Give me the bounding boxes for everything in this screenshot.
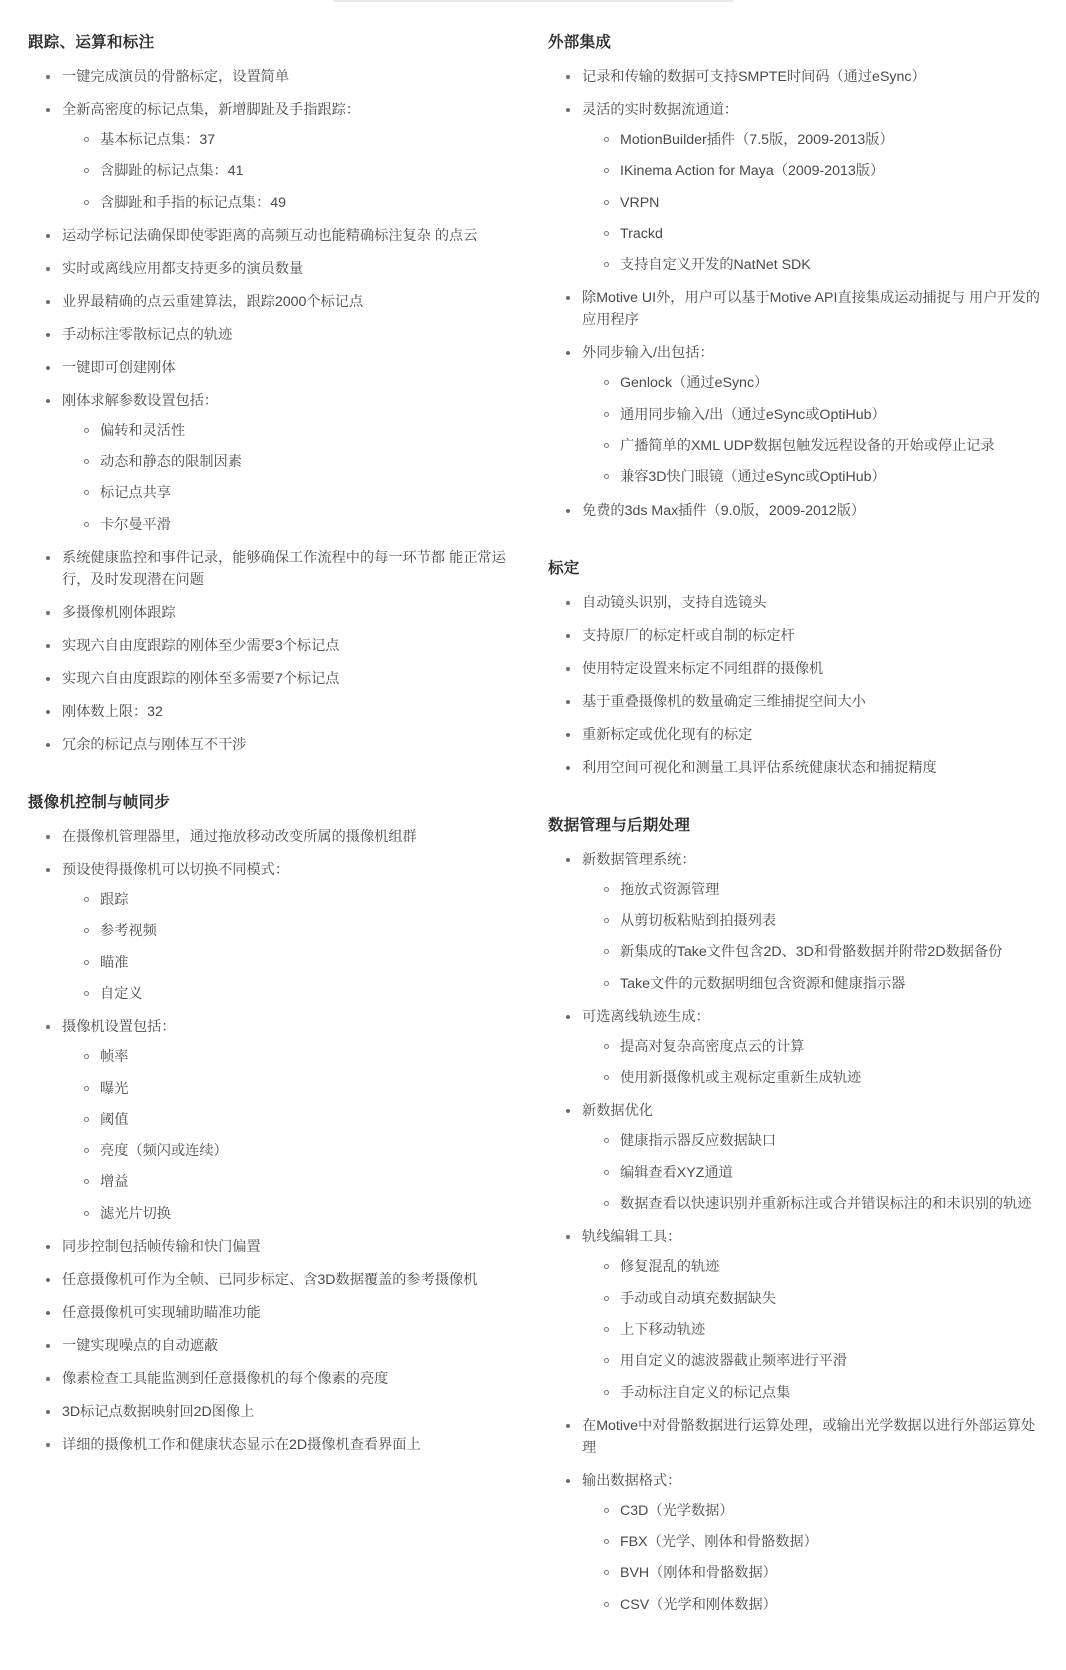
list-item [84,452,520,473]
list-item [604,1037,1040,1058]
list-item [604,1501,1040,1522]
list-item-text: BVH（刚体和骨骼数据） [620,1565,777,1582]
list-item-text: 支持自定义开发的NatNet SDK [620,257,811,274]
list-item-text: 亮度（频闪或连续） [100,1143,228,1160]
list-item [84,1141,520,1162]
list-item-text: 提高对复杂高密度点云的计算 [620,1038,805,1055]
list-item [84,1204,520,1225]
list-item-text: 卡尔曼平滑 [100,516,171,533]
list-item-text: 在Motive中对骨骼数据进行运算处理，或输出光学数据以进行外部运算处理 [582,1417,1036,1456]
list-item [566,66,1040,88]
list-item-text: 修复混乱的轨迹 [620,1259,720,1276]
list-item [604,224,1040,245]
list-item [604,436,1040,457]
list-item [604,1383,1040,1404]
list-item [46,99,520,214]
list-item [46,1434,520,1456]
list-item-text: 利用空间可视化和测量工具评估系统健康状态和捕捉精度 [582,759,937,776]
list-item [46,826,520,848]
list-item-text: 使用特定设置来标定不同组群的摄像机 [582,660,824,677]
list-item-text: 业界最精确的点云重建算法，跟踪2000个标记点 [62,293,364,310]
list-item [84,921,520,942]
list-item-text: 编辑查看XYZ通道 [620,1164,733,1181]
list-item [566,757,1040,779]
list-item-text: 刚体数上限：32 [62,704,163,721]
list-item [604,1289,1040,1310]
list-item-text: 阈值 [100,1111,129,1128]
section-heading: 跟踪、运算和标注 [28,34,155,51]
top-divider [333,0,733,2]
list-item [604,1320,1040,1341]
section-heading: 摄像机控制与帧同步 [28,794,171,812]
feature-list [28,66,520,756]
section-heading: 数据管理与后期处理 [548,816,691,834]
list-item-text: 摄像机设置包括： [62,1019,176,1036]
list-item [46,859,520,1005]
left-column [28,30,520,1490]
list-item [84,1047,520,1068]
list-item [46,1335,520,1357]
list-item [604,467,1040,488]
list-item [84,1110,520,1131]
list-item-text: FBX（光学、刚体和骨骼数据） [620,1534,818,1551]
list-item-text: 系统健康监控和事件记录，能够确保工作流程中的每一环节都 能正常运行，及时发现潜在问题 [62,550,506,589]
list-item-text: 上下移动轨迹 [620,1321,706,1338]
list-item-text: 灵活的实时数据流通道： [582,102,739,118]
list-item-text: 除Motive UI外，用户可以基于Motive API直接集成运动捕捉与 用户开发的应用程序 [582,290,1040,329]
list-item [604,1532,1040,1553]
list-item [604,1595,1040,1616]
list-item [84,421,520,442]
list-item [84,953,520,974]
list-item-text: 滤光片切换 [100,1205,171,1222]
list-item [46,602,520,624]
list-item [566,1100,1040,1215]
list-item-text: IKinema Action for Maya（2009-2013版） [620,163,885,180]
list-item-text: 多摄像机刚体跟踪 [62,605,176,622]
list-item [84,1079,520,1100]
list-item-text: 免费的3ds Max插件（9.0版，2009-2012版） [582,502,866,519]
list-item-text: MotionBuilder插件（7.5版，2009-2013版） [620,132,894,148]
list-item-text: 通用同步输入/出（通过eSync或OptiHub） [620,406,886,423]
list-item-text: 新数据优化 [582,1103,653,1120]
list-item [566,1470,1040,1616]
list-item [46,701,520,723]
list-item [604,1163,1040,1184]
feature-sublist [582,1501,1040,1616]
list-item-text: 数据查看以快速识别并重新标注或合并错误标注的和未识别的轨迹 [620,1196,1032,1213]
list-item-text: 支持原厂的标定杆或自制的标定杆 [582,627,795,644]
list-item [566,287,1040,331]
list-item [84,515,520,536]
list-item [604,130,1040,151]
feature-list [548,592,1040,779]
list-item [46,635,520,657]
list-item [84,161,520,182]
list-item [566,99,1040,276]
list-item-text: 含脚趾和手指的标记点集：49 [100,194,287,211]
list-item [604,880,1040,901]
list-item [566,625,1040,647]
list-item-text: 新集成的Take文件包含2D、3D和骨骼数据并附带2D数据备份 [620,944,1003,961]
list-item-text: 运动学标记法确保即使零距离的高频互动也能精确标注复杂 的点云 [62,227,478,244]
list-item-text: 可选离线轨迹生成： [582,1008,710,1025]
list-item [604,1563,1040,1584]
list-item [84,890,520,911]
list-item [566,1226,1040,1403]
list-item [604,255,1040,276]
list-item-text: 手动标注零散标记点的轨迹 [62,326,233,343]
list-item-text: 3D标记点数据映射回2D图像上 [62,1404,255,1421]
list-item-text: 使用新摄像机或主观标定重新生成轨迹 [620,1070,862,1087]
list-item [46,668,520,690]
list-item-text: 一键完成演员的骨骼标定，设置简单 [62,69,290,85]
list-item-text: 跟踪 [100,892,129,909]
list-item-text: 手动标注自定义的标记点集 [620,1384,791,1401]
list-item [604,1194,1040,1215]
list-item-text: 同步控制包括帧传输和快门偏置 [62,1239,261,1256]
content-section [548,813,1040,1616]
list-item-text: 兼容3D快门眼镜（通过eSync或OptiHub） [620,469,886,486]
list-item [46,1236,520,1258]
content-section [28,30,520,756]
list-item [46,1302,520,1324]
list-item [46,357,520,379]
list-item-text: CSV（光学和刚体数据） [620,1596,777,1613]
list-item [604,1351,1040,1372]
list-item-text: 手动或自动填充数据缺失 [620,1290,777,1307]
list-item-text: 增益 [100,1174,129,1191]
list-item [46,66,520,88]
list-item-text: 外同步输入/出包括： [582,345,714,362]
list-item [604,1131,1040,1152]
list-item-text: 偏转和灵活性 [100,422,186,439]
content-section [548,556,1040,779]
list-item-text: 轨线编辑工具： [582,1229,682,1246]
list-item-text: VRPN [620,194,660,211]
list-item [46,1401,520,1423]
list-item-text: 在摄像机管理器里，通过拖放移动改变所属的摄像机组群 [62,829,417,846]
list-item [46,547,520,591]
list-item [604,942,1040,963]
list-item-text: 新数据管理系统： [582,851,696,868]
list-item [566,592,1040,614]
list-item-text: 实现六自由度跟踪的刚体至多需要7个标记点 [62,671,340,688]
list-item-text: Trackd [620,225,663,242]
list-item [604,405,1040,426]
list-item [604,373,1040,394]
list-item-text: 广播简单的XML UDP数据包触发远程设备的开始或停止记录 [620,438,995,455]
list-item-text: 参考视频 [100,923,157,940]
list-item-text: 基于重叠摄像机的数量确定三维捕捉空间大小 [582,693,866,710]
feature-list [28,826,520,1456]
feature-sublist [62,1047,520,1225]
list-item [604,161,1040,182]
list-item-text: 记录和传输的数据可支持SMPTE时间码（通过eSync） [582,69,926,85]
list-item-text: 实现六自由度跟踪的刚体至少需要3个标记点 [62,638,340,655]
list-item [604,911,1040,932]
list-item-text: 一键即可创建刚体 [62,359,176,376]
list-item-text: 曝光 [100,1080,129,1097]
list-item-text: 含脚趾的标记点集：41 [100,163,244,180]
list-item-text: 刚体求解参数设置包括： [62,392,219,409]
list-item [604,974,1040,995]
list-item [46,258,520,280]
feature-sublist [582,880,1040,995]
list-item-text: 健康指示器反应数据缺口 [620,1133,777,1150]
feature-list [548,66,1040,522]
list-item [604,1257,1040,1278]
list-item [84,483,520,504]
feature-list [548,849,1040,1616]
list-item [566,849,1040,995]
list-item [46,1016,520,1225]
list-item-text: 重新标定或优化现有的标定 [582,726,753,743]
list-item-text: 瞄准 [100,954,129,971]
list-item-text: 自动镜头识别，支持自选镜头 [582,594,767,611]
feature-sublist [582,1131,1040,1215]
list-item [46,225,520,247]
feature-sublist [582,1037,1040,1090]
list-item [46,291,520,313]
list-item-text: 帧率 [100,1049,129,1066]
list-item-text: 全新高密度的标记点集，新增脚趾及手指跟踪： [62,102,360,118]
list-item [84,193,520,214]
list-item-text: 基本标记点集：37 [100,132,216,148]
section-heading: 外部集成 [548,34,612,51]
feature-sublist [582,1257,1040,1403]
list-item [566,691,1040,713]
list-item-text: 像素检查工具能监测到任意摄像机的每个像素的亮度 [62,1371,389,1388]
feature-sublist [62,421,520,536]
list-item-text: 详细的摄像机工作和健康状态显示在2D摄像机查看界面上 [62,1437,421,1454]
feature-sublist [62,890,520,1005]
list-item-text: 拖放式资源管理 [620,881,720,898]
feature-sublist [582,130,1040,276]
list-item-text: 标记点共享 [100,485,171,502]
right-column [548,30,1040,1650]
list-item [566,724,1040,746]
list-item [84,984,520,1005]
list-item [46,734,520,756]
list-item-text: 从剪切板粘贴到拍摄列表 [620,912,777,929]
list-item [566,500,1040,522]
content-section [28,790,520,1456]
list-item-text: 一键实现噪点的自动遮蔽 [62,1338,219,1355]
list-item-text: 任意摄像机可实现辅助瞄准功能 [62,1305,261,1322]
list-item-text: 预设使得摄像机可以切换不同模式： [62,862,290,879]
list-item [604,1068,1040,1089]
list-item [84,130,520,151]
list-item-text: Take文件的元数据明细包含资源和健康指示器 [620,975,906,992]
list-item-text: Genlock（通过eSync） [620,375,769,392]
list-item-text: 用自定义的滤波器截止频率进行平滑 [620,1353,848,1370]
two-column-layout [28,30,1038,1650]
list-item [46,324,520,346]
list-item [84,1172,520,1193]
list-item [46,1269,520,1291]
list-item [566,1006,1040,1090]
list-item [566,658,1040,680]
list-item [566,1415,1040,1459]
list-item-text: 任意摄像机可作为全帧、已同步标定、含3D数据覆盖的参考摄像机 [62,1272,478,1289]
list-item [604,193,1040,214]
feature-sublist [582,373,1040,488]
list-item [46,390,520,536]
list-item-text: 自定义 [100,985,143,1002]
list-item-text: 动态和静态的限制因素 [100,454,242,471]
content-section [548,30,1040,522]
section-heading: 标定 [548,559,580,577]
list-item [46,1368,520,1390]
list-item-text: C3D（光学数据） [620,1502,734,1519]
list-item-text: 实时或离线应用都支持更多的演员数量 [62,260,304,277]
list-item [566,342,1040,488]
list-item-text: 输出数据格式： [582,1472,682,1489]
list-item-text: 冗余的标记点与刚体互不干涉 [62,737,247,754]
feature-sublist [62,130,520,214]
